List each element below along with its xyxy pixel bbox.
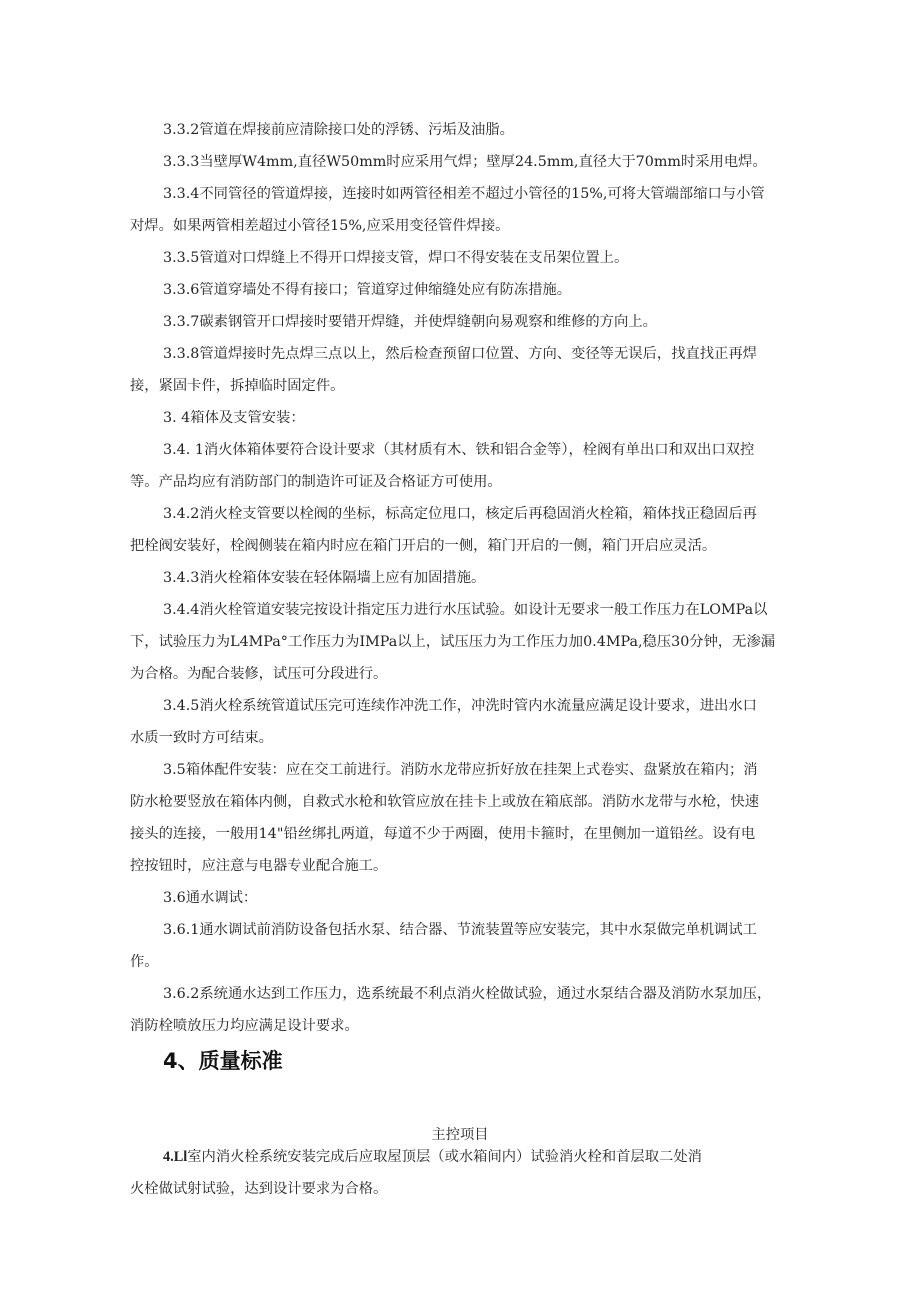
paragraph-line: 3.3.7碳素钢管开口焊接时要错开焊缝，并使焊缝朝向易观察和维修的方向上。 <box>163 314 657 330</box>
paragraph-line: 接头的连接，一般用14"铅丝绑扎两道，每道不少于两圈，使用卡箍时，在里侧加一道铅丝。设有电 <box>130 826 756 842</box>
paragraph-line: 对焊。如果两管相差超过小管径15%,应采用变径管件焊接。 <box>130 218 510 234</box>
paragraph-line: 作。 <box>130 954 159 970</box>
quality-paragraph <box>130 1141 830 1205</box>
paragraph-line: 3.3.6管道穿墙处不得有接口；管道穿过伸缩缝处应有防冻措施。 <box>163 282 572 298</box>
paragraph-line: 水质一致时方可结束。 <box>130 730 273 746</box>
paragraph-line: 3.4.5消火栓系统管道试压完可连续作冲洗工作，冲洗时管内水流量应满足设计要求，进出水口 <box>163 698 757 714</box>
paragraph <box>130 562 830 594</box>
paragraph <box>130 882 830 914</box>
paragraph <box>130 978 830 1042</box>
paragraph-line: 3. 4箱体及支管安装： <box>163 410 305 426</box>
paragraph <box>130 178 830 242</box>
paragraph-line: 3.3.8管道焊接时先点焊三点以上，然后检查预留口位置、方向、变径等无误后，找直找正再焊 <box>163 346 757 362</box>
paragraph-line: 防水枪要竖放在箱体内侧，自救式水枪和软管应放在挂卡上或放在箱底部。消防水龙带与水枪，快速 <box>130 794 760 810</box>
paragraph-line: 3.3.3当壁厚W4mm,直径W50mm时应采用气焊；壁厚24.5mm,直径大于70mm时采用电焊。 <box>163 154 767 170</box>
paragraph <box>130 274 830 306</box>
paragraph-line: 3.6.2系统通水达到工作压力，选系统最不利点消火栓做试验，通过水泵结合器及消防水泵加压， <box>163 986 772 1002</box>
paragraph-line: 等。产品均应有消防部门的制造许可证及合格证方可使用。 <box>130 474 502 490</box>
clause-text: 室内消火栓系统安装完成后应取屋顶层（或水箱间内）试验消火栓和首层取二处消 <box>187 1149 702 1165</box>
paragraph <box>130 754 830 882</box>
paragraph-line: 接，紧固卡件，拆掉临时固定件。 <box>130 378 345 394</box>
paragraph <box>130 338 830 402</box>
paragraph-line: 3.4. 1消火体箱体要符合设计要求（其材质有木、铁和铝合金等），栓阀有单出口和双出口双控 <box>163 442 755 458</box>
clause-number: 4.Ll <box>163 1149 188 1165</box>
section-heading: 4、质量标准 <box>163 1049 283 1073</box>
clause-text-line2: 火栓做试射试验，达到设计要求为合格。 <box>130 1181 388 1197</box>
paragraph-line: 3.3.4不同管径的管道焊接，连接时如两管径相差不超过小管径的15%,可将大管端部缩口与小管 <box>163 186 765 202</box>
paragraph-line: 3.3.2管道在焊接前应清除接口处的浮锈、污垢及油脂。 <box>163 122 514 138</box>
paragraph-line: 消防栓喷放压力均应满足设计要求。 <box>130 1018 359 1034</box>
paragraph <box>130 434 830 498</box>
paragraph <box>130 146 830 178</box>
paragraph <box>130 498 830 562</box>
paragraph <box>130 690 830 754</box>
paragraph-line: 为合格。为配合装修，试压可分段进行。 <box>130 666 388 682</box>
paragraph <box>130 114 830 146</box>
paragraph <box>130 402 830 434</box>
paragraph-line: 3.6.1通水调试前消防设备包括水泵、结合器、节流装置等应安装完，其中水泵做完单机调试工 <box>163 922 757 938</box>
paragraph-line: 3.5箱体配件安装：应在交工前进行。消防水龙带应折好放在挂架上式卷实、盘紧放在箱内；消 <box>163 762 758 778</box>
paragraph-line: 3.4.3消火栓箱体安装在轻体隔墙上应有加固措施。 <box>163 570 486 586</box>
paragraph <box>130 306 830 338</box>
paragraph-line: 3.4.2消火栓支管要以栓阀的坐标，标高定位甩口，核定后再稳固消火栓箱，箱体找正稳固后再 <box>163 506 757 522</box>
subsection-title: 主控项目 <box>431 1127 489 1143</box>
paragraph-line: 把栓阀安装好，栓阀侧装在箱内时应在箱门开启的一侧，箱门开启的一侧，箱门开启应灵活。 <box>130 538 717 554</box>
paragraph <box>130 594 830 690</box>
paragraph <box>130 914 830 978</box>
paragraph-line: 3.4.4消火栓管道安装完按设计指定压力进行水压试验。如设计无要求一般工作压力在LOMPa以 <box>163 602 768 618</box>
paragraph-line: 3.3.5管道对口焊缝上不得开口焊接支管，焊口不得安装在支吊架位置上。 <box>163 250 629 266</box>
paragraph <box>130 242 830 274</box>
paragraph-line: 下，试验压力为L4MPa°工作压力为IMPa以上，试压压力为工作压力加0.4MPa,稳压30分钟，无渗漏 <box>130 634 776 650</box>
paragraph-line: 控按钮时，应注意与电器专业配合施工。 <box>130 858 388 874</box>
paragraph-line: 3.6通水调试： <box>163 890 258 906</box>
